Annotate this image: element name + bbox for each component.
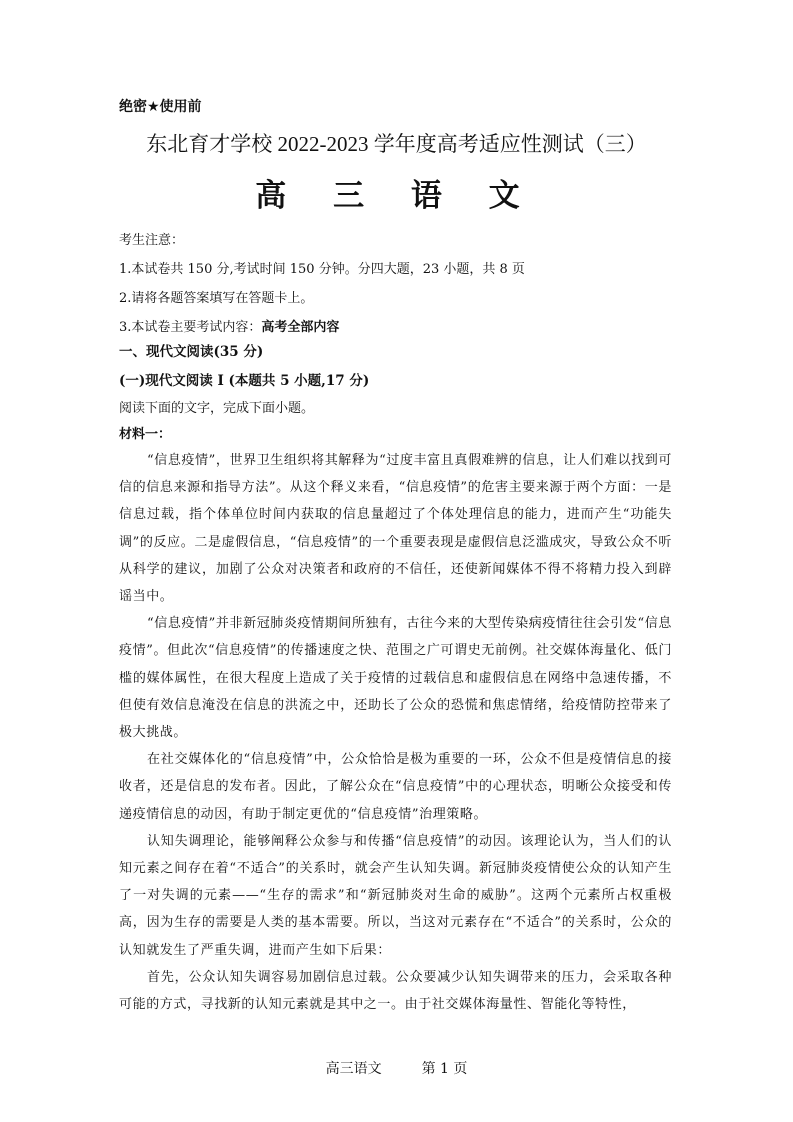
notes-item-3-prefix: 3.本试卷主要考试内容：: [119, 320, 262, 335]
candidate-notes: [119, 226, 525, 342]
notes-heading: 考生注意：: [119, 233, 185, 248]
passage-paragraph: 认知失调理论，能够阐释公众参与和传播“信息疫情”的动因。该理论认为，当人们的认知元素之间存在着“不适合”的关系时，就会产生认知失调。新冠肺炎疫情使公众的认知产生了一对失调的元素——“生存的需求”和“新冠肺炎对生命的威胁”。这两个元素所占权重极高，因为生存的需要是人类的基本需要。所以，当这对元素存在“不适合”的关系时，公众的认知就发生了严重失调，进而产生如下后果：: [119, 833, 672, 958]
section-subheading-reading1: (一)现代文阅读 I (本题共 5 小题,17 分): [119, 373, 370, 389]
notes-item-3: [119, 313, 525, 342]
page-number: 第 1 页: [421, 1061, 468, 1077]
subject-title: 高 三 语 文: [255, 178, 538, 214]
exam-title: 东北育才学校 2022-2023 学年度高考适应性测试（三）: [146, 132, 647, 156]
section-heading-part1: 一、现代文阅读(35 分): [119, 344, 264, 360]
material-label: 材料一：: [119, 427, 172, 442]
secret-mark: 绝密★使用前: [119, 99, 202, 115]
passage-paragraph: “信息疫情”并非新冠肺炎疫情期间所独有，古往今来的大型传染病疫情往往会引发“信息疫情”。但此次“信息疫情”的传播速度之快、范围之广可谓史无前例。社交媒体海量化、低门槛的媒体属性，在很大程度上造成了关于疫情的过载信息和虚假信息在网络中急速传播，不但使有效信息淹没在信息的洪流之中，还助长了公众的恐慌和焦虑情绪，给疫情防控带来了极大挑战。: [119, 616, 672, 741]
passage-paragraph: 在社交媒体化的“信息疫情”中，公众恰恰是极为重要的一环，公众不但是疫情信息的接收者，还是信息的发布者。因此，了解公众在“信息疫情”中的心理状态，明晰公众接受和传递疫情信息的动因，有助于制定更优的“信息疫情”治理策略。: [119, 752, 672, 822]
reading-passage: [119, 447, 672, 1018]
notes-item-3-content: 高考全部内容: [261, 320, 340, 335]
page-footer: [0, 1058, 793, 1078]
footer-subject: 高三语文: [325, 1061, 382, 1077]
passage-paragraph: “信息疫情”，世界卫生组织将其解释为“过度丰富且真假难辨的信息，让人们难以找到可信的信息来源和指导方法”。从这个释义来看，“信息疫情”的危害主要来源于两个方面：一是信息过载，指个体单位时间内获取的信息量超过了个体处理信息的能力，进而产生“功能失调”的反应。二是虚假信息，“信息疫情”的一个重要表现是虚假信息泛滥成灾，导致公众不听从科学的建议，加剧了公众对决策者和政府的不信任，还使新闻媒体不得不将精力投入到辟谣当中。: [119, 453, 672, 605]
reading-instruction: 阅读下面的文字，完成下面小题。: [119, 401, 315, 416]
notes-item-2: 2.请将各题答案填写在答题卡上。: [119, 291, 314, 306]
passage-paragraph: 首先，公众认知失调容易加剧信息过载。公众要减少认知失调带来的压力，会采取各种可能的方式，寻找新的认知元素就是其中之一。由于社交媒体海量性、智能化等特性，: [119, 969, 672, 1013]
notes-item-1: 1.本试卷共 150 分,考试时间 150 分钟。分四大题，23 小题，共 8 页: [119, 262, 525, 277]
